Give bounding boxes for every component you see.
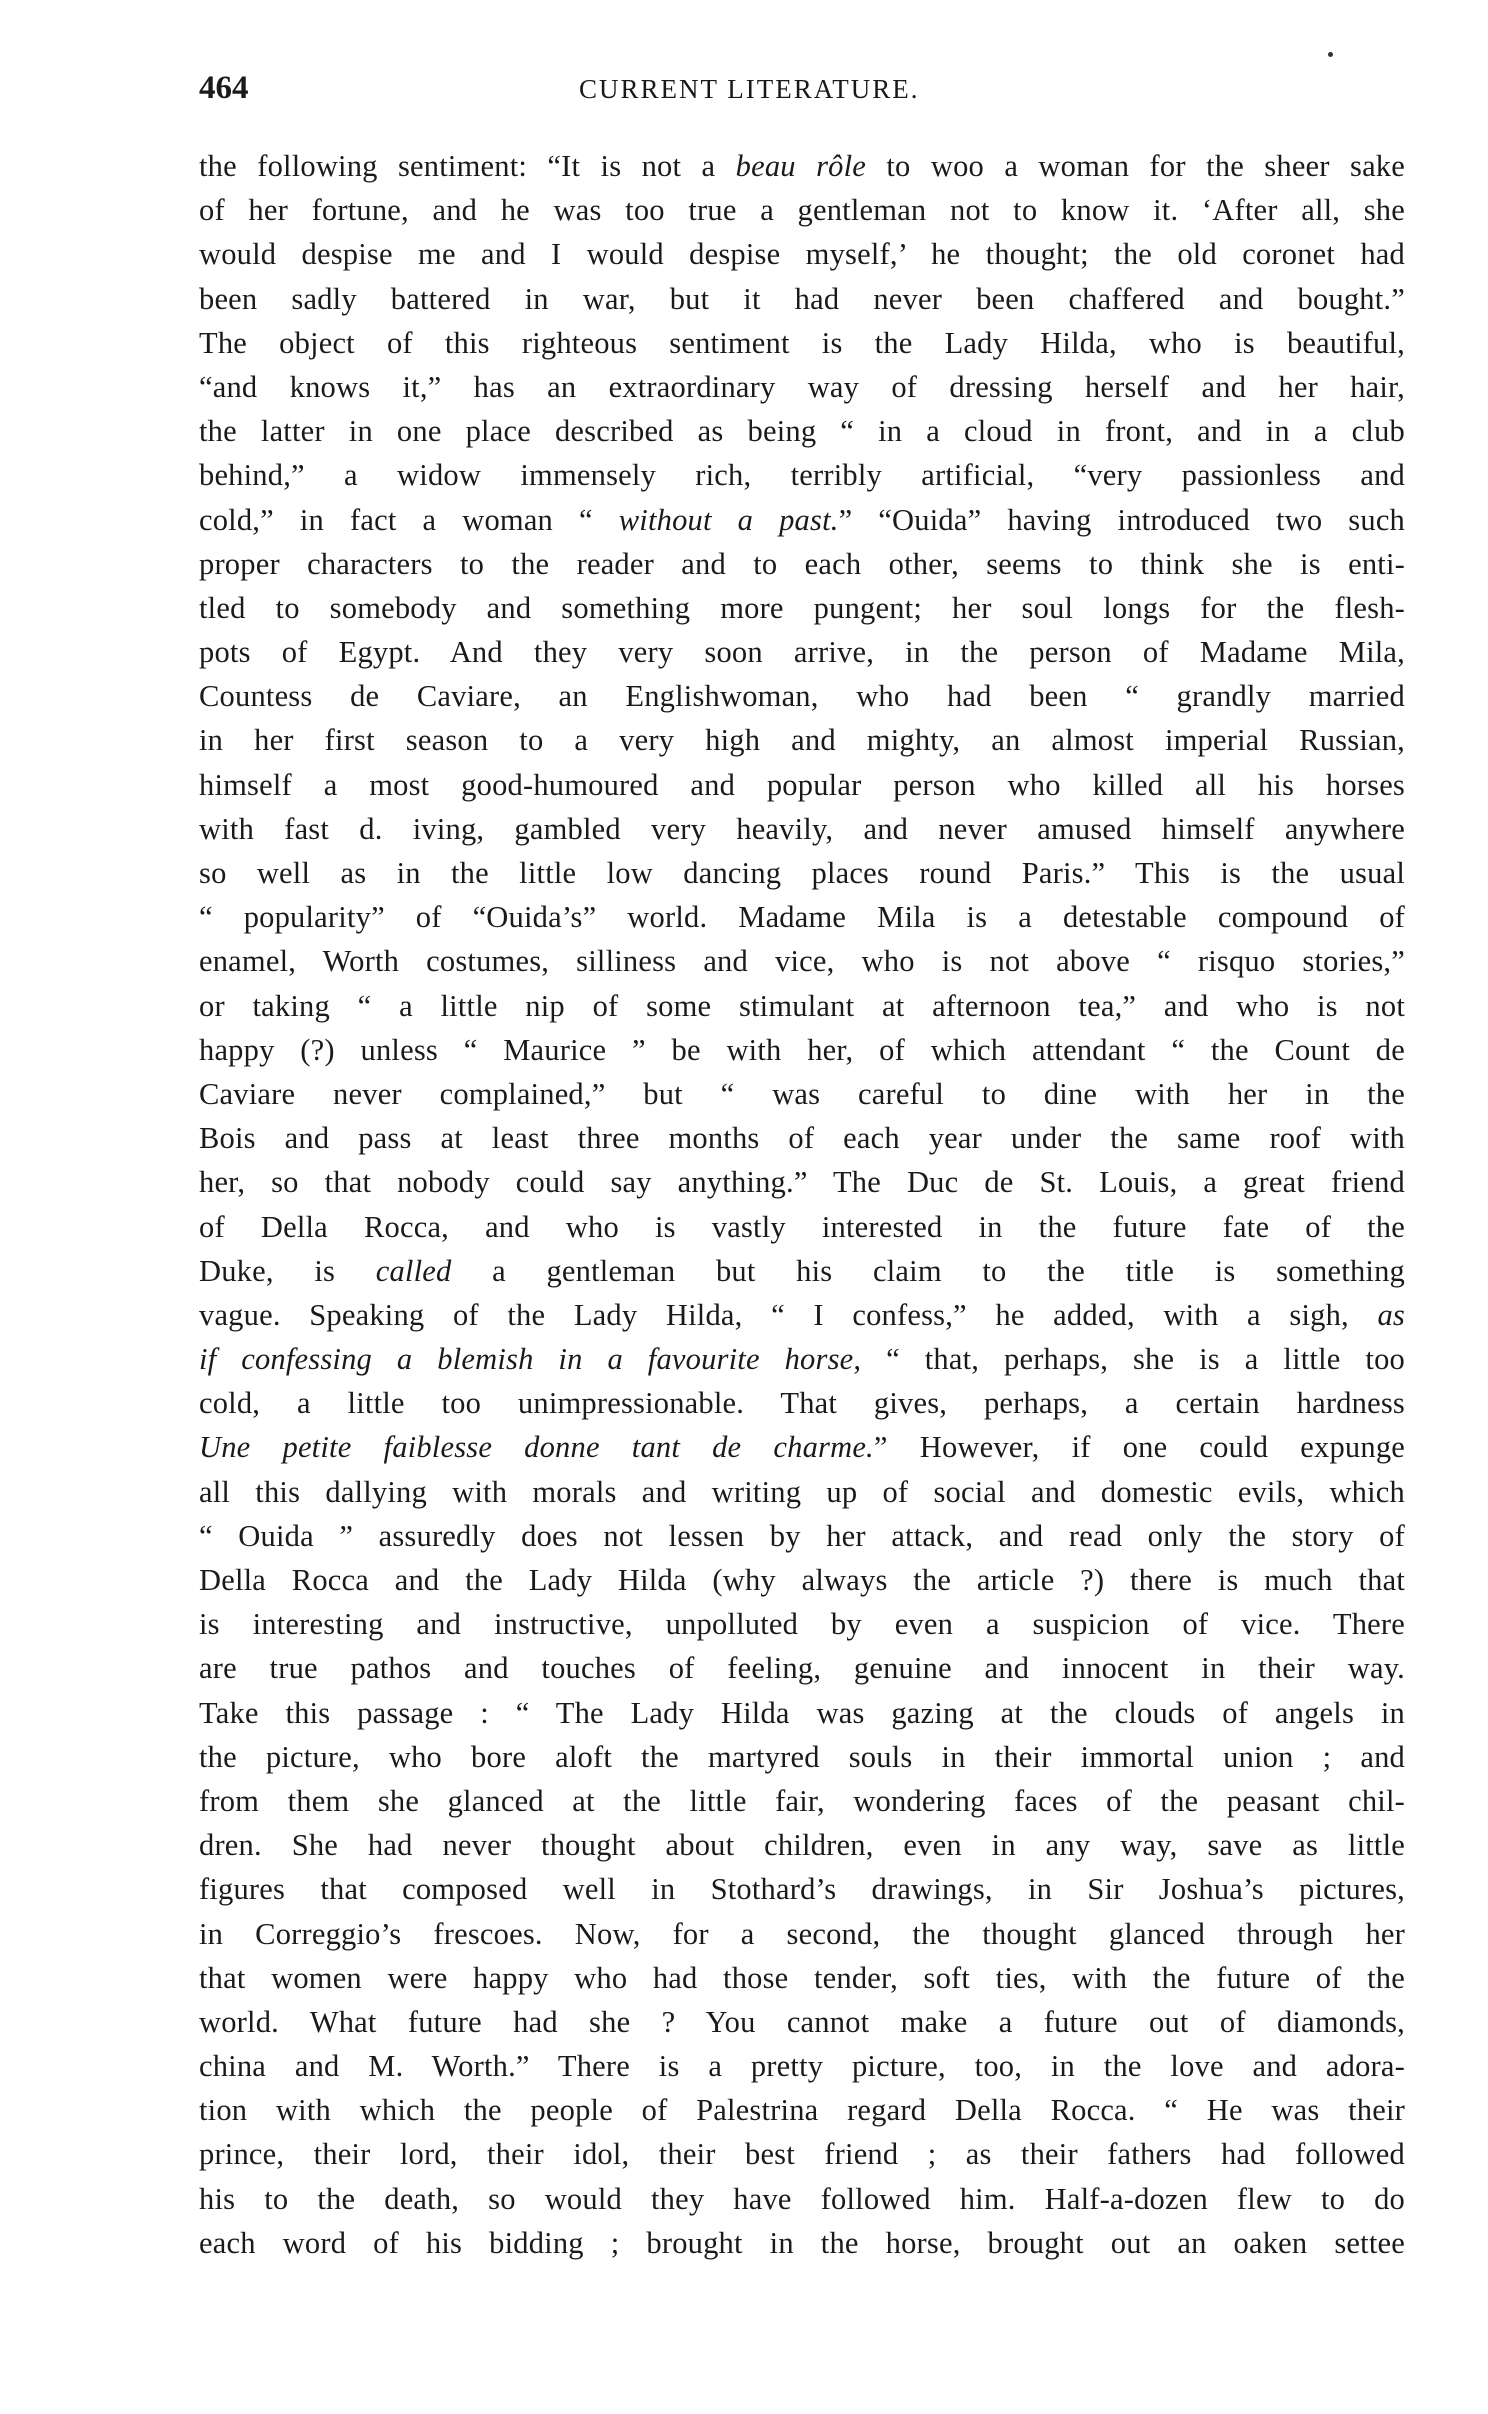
italic-text: called [375,1253,452,1288]
text-segment: enamel, Worth costumes, silliness and vice, who is not above “ risquo stories,” [199,944,1405,979]
text-segment: ” “Ouida” having introduced two such [838,502,1406,537]
text-segment: of her fortune, and he was too true a gentleman not to know it. ‘After all, she [199,193,1405,228]
text-line [199,1779,1405,1823]
text-segment: all this dallying with morals and writing up of social and domestic evils, which [199,1474,1405,1509]
text-segment: his to the death, so would they have followed him. Half-a-dozen flew to do [199,2181,1405,2216]
text-line [199,586,1405,630]
text-line [199,144,1405,188]
text-segment: prince, their lord, their idol, their best friend ; as their fathers had followed [199,2137,1405,2172]
text-line [199,1072,1405,1116]
text-line [199,1028,1405,1072]
text-segment: Della Rocca and the Lady Hilda (why always the article ?) there is much that [199,1563,1405,1597]
text-segment: Countess de Caviare, an Englishwoman, who had been “ grandly married [199,679,1405,714]
text-line [199,895,1405,939]
text-segment: “ that, perhaps, she is a little too [861,1342,1405,1377]
text-segment: the picture, who bore aloft the martyred souls in their immortal union ; and [199,1739,1405,1774]
text-line [199,1160,1405,1204]
text-line [199,188,1405,232]
text-segment: would despise me and I would despise myself,’ he thought; the old coronet had [199,237,1405,272]
text-segment: “ Ouida ” assuredly does not lessen by her attack, and read only the story of [199,1518,1405,1553]
text-segment: of Della Rocca, and who is vastly interested in the future fate of the [199,1209,1405,1244]
text-segment: the latter in one place described as being “ in a cloud in front, and in a club [199,414,1405,449]
page-header [199,70,1405,114]
text-line [199,1602,1405,1646]
text-line [199,232,1405,276]
text-segment: happy (?) unless “ Maurice ” be with her, of which attendant “ the Count de [199,1032,1405,1067]
text-line [199,409,1405,453]
running-head: CURRENT LITERATURE. [579,74,920,104]
text-segment: so well as in the little low dancing places round Paris.” This is the usual [199,856,1405,890]
text-line [199,939,1405,983]
text-line [199,498,1405,542]
text-segment: cold,” in fact a woman “ [199,502,619,537]
text-segment: in her first season to a very high and mighty, an almost imperial Russian, [199,723,1405,758]
text-segment: with fast d. iving, gambled very heavily, and never amused himself anywhere [199,811,1405,846]
text-segment: The object of this righteous sentiment is the Lady Hilda, who is beautiful, [199,325,1405,360]
text-line [199,1823,1405,1867]
text-line [199,1735,1405,1779]
text-segment: are true pathos and touches of feeling, genuine and innocent in their way. [199,1651,1405,1686]
text-segment: dren. She had never thought about children, even in any way, save as little [199,1828,1405,1863]
text-line [199,1912,1405,1956]
text-segment: behind,” a widow immensely rich, terribly artificial, “very passionless and [199,458,1405,493]
text-segment: each word of his bidding ; brought in the horse, brought out an oaken settee [199,2225,1405,2260]
italic-text: as [1377,1297,1405,1332]
text-segment: vague. Speaking of the Lady Hilda, “ I confess,” he added, with a sigh, [199,1297,1378,1332]
text-line [199,2221,1405,2265]
body-text [199,144,1405,2265]
text-line [199,1470,1405,1514]
text-segment: “and knows it,” has an extraordinary way of dressing herself and her hair, [199,369,1405,404]
text-line [199,1867,1405,1911]
text-line [199,2044,1405,2088]
text-segment: Caviare never complained,” but “ was careful to dine with her in the [199,1076,1405,1111]
text-line [199,1558,1405,1602]
text-segment: world. What future had she ? You cannot make a future out of diamonds, [199,2004,1405,2039]
text-segment: china and M. Worth.” There is a pretty picture, too, in the love and adora- [199,2049,1405,2084]
text-line [199,674,1405,718]
text-line [199,1646,1405,1690]
italic-text: if confessing a blemish in a favourite horse, [199,1342,862,1377]
text-line [199,365,1405,409]
page-number: 464 [199,70,249,106]
text-segment: to woo a woman for the sheer sake [866,149,1405,183]
text-line [199,1691,1405,1735]
text-segment: pots of Egypt. And they very soon arrive, in the person of Madame Mila, [199,635,1405,670]
text-line [199,807,1405,851]
text-line [199,851,1405,895]
text-line [199,542,1405,586]
text-line [199,984,1405,1028]
text-segment: is interesting and instructive, unpolluted by even a suspicion of vice. There [199,1607,1405,1642]
italic-text: beau rôle [735,149,867,183]
ink-speck [1328,52,1333,57]
text-line [199,1956,1405,2000]
text-segment: cold, a little too unimpressionable. That gives, perhaps, a certain hardness [199,1386,1405,1421]
text-line [199,1337,1405,1381]
text-segment: “ popularity” of “Ouida’s” world. Madame Mila is a detestable compound of [199,900,1405,935]
text-segment: in Correggio’s frescoes. Now, for a second, the thought glanced through her [199,1916,1405,1951]
text-segment: Bois and pass at least three months of each year under the same roof with [199,1121,1405,1156]
text-segment: Take this passage : “ The Lady Hilda was gazing at the clouds of angels in [199,1695,1405,1730]
text-segment: been sadly battered in war, but it had never been chaffered and bought.” [199,281,1405,316]
text-line [199,2088,1405,2132]
text-line [199,2177,1405,2221]
text-segment: or taking “ a little nip of some stimulant at afternoon tea,” and who is not [199,988,1405,1023]
text-line [199,2132,1405,2176]
text-segment: ” However, if one could expunge [873,1430,1406,1465]
text-segment: proper characters to the reader and to each other, seems to think she is enti- [199,546,1405,581]
text-line [199,277,1405,321]
text-segment: figures that composed well in Stothard’s drawings, in Sir Joshua’s pictures, [199,1872,1405,1907]
text-segment: Duke, is [199,1253,376,1288]
text-line [199,1249,1405,1293]
text-line [199,763,1405,807]
text-line [199,2000,1405,2044]
text-line [199,453,1405,497]
text-segment: himself a most good-humoured and popular person who killed all his horses [199,767,1405,802]
text-line [199,1425,1405,1469]
text-segment: the following sentiment: “It is not a [199,149,736,183]
text-segment: tled to somebody and something more pungent; her soul longs for the flesh- [199,590,1405,625]
text-segment: a gentleman but his claim to the title is something [451,1253,1405,1288]
text-segment: that women were happy who had those tender, soft ties, with the future of the [199,1960,1405,1995]
text-line [199,718,1405,762]
italic-text: without a past. [618,502,839,537]
text-segment: from them she glanced at the little fair, wondering faces of the peasant chil- [199,1783,1405,1818]
text-segment: tion with which the people of Palestrina regard Della Rocca. “ He was their [199,2093,1405,2128]
text-line [199,1293,1405,1337]
text-line [199,321,1405,365]
text-line [199,1116,1405,1160]
text-line [199,630,1405,674]
text-line [199,1205,1405,1249]
text-segment: her, so that nobody could say anything.” The Duc de St. Louis, a great friend [199,1165,1405,1200]
italic-text: Une petite faiblesse donne tant de charme. [199,1430,874,1465]
text-line [199,1514,1405,1558]
text-line [199,1381,1405,1425]
